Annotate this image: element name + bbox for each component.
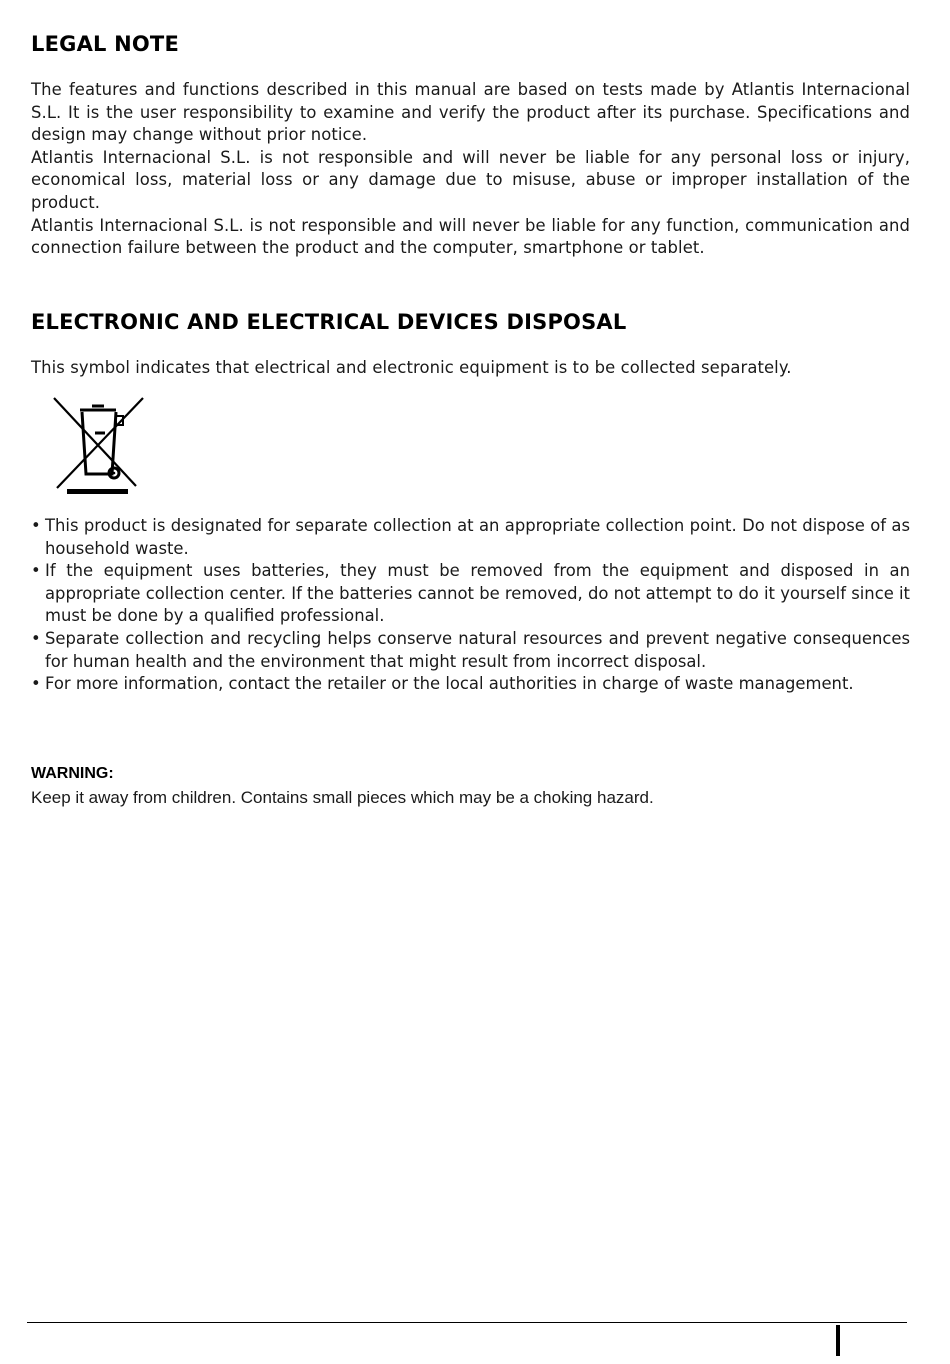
warning-heading: WARNING: — [31, 765, 114, 782]
legal-note-paragraph: The features and functions described in this manual are based on tests made by Atlantis Internacional S.L. It is the user responsibility to examine and verify the product after its purchase. Specifications and design may change without prior notice. — [31, 80, 910, 145]
footer-page-marker — [836, 1325, 840, 1356]
disposal-intro-text: This symbol indicates that electrical and electronic equipment is to be collected separately. — [31, 358, 792, 377]
disposal-heading: ELECTRONIC AND ELECTRICAL DEVICES DISPOSAL — [31, 310, 627, 334]
disposal-intro — [31, 357, 910, 380]
legal-note-paragraph: Atlantis Internacional S.L. is not responsible and will never be liable for any function, communication and connection failure between the product and the computer, smartphone or tablet. — [31, 215, 910, 258]
legal-note-body — [31, 79, 910, 260]
footer-divider — [27, 1322, 907, 1323]
list-item: • For more information, contact the retailer or the local authorities in charge of waste management. — [31, 673, 910, 696]
disposal-bullet-list — [31, 515, 910, 696]
list-item: • If the equipment uses batteries, they must be removed from the equipment and disposed in an appropriate collection center. If the batteries cannot be removed, do not attempt to do it yourself since it must be done by a qualified professional. — [31, 560, 910, 628]
list-item: • This product is designated for separate collection at an appropriate collection point. Do not dispose of as household waste. — [31, 515, 910, 560]
legal-note-heading: LEGAL NOTE — [31, 32, 180, 56]
crossed-out-wheelie-bin-icon — [52, 396, 148, 496]
warning-text: Keep it away from children. Contains small pieces which may be a choking hazard. — [31, 788, 654, 807]
list-item: • Separate collection and recycling helps conserve natural resources and prevent negative consequences for human health and the environment that might result from incorrect disposal. — [31, 628, 910, 673]
legal-note-paragraph: Atlantis Internacional S.L. is not responsible and will never be liable for any personal loss or injury, economical loss, material loss or any damage due to misuse, abuse or improper installation of the product. — [31, 147, 910, 212]
